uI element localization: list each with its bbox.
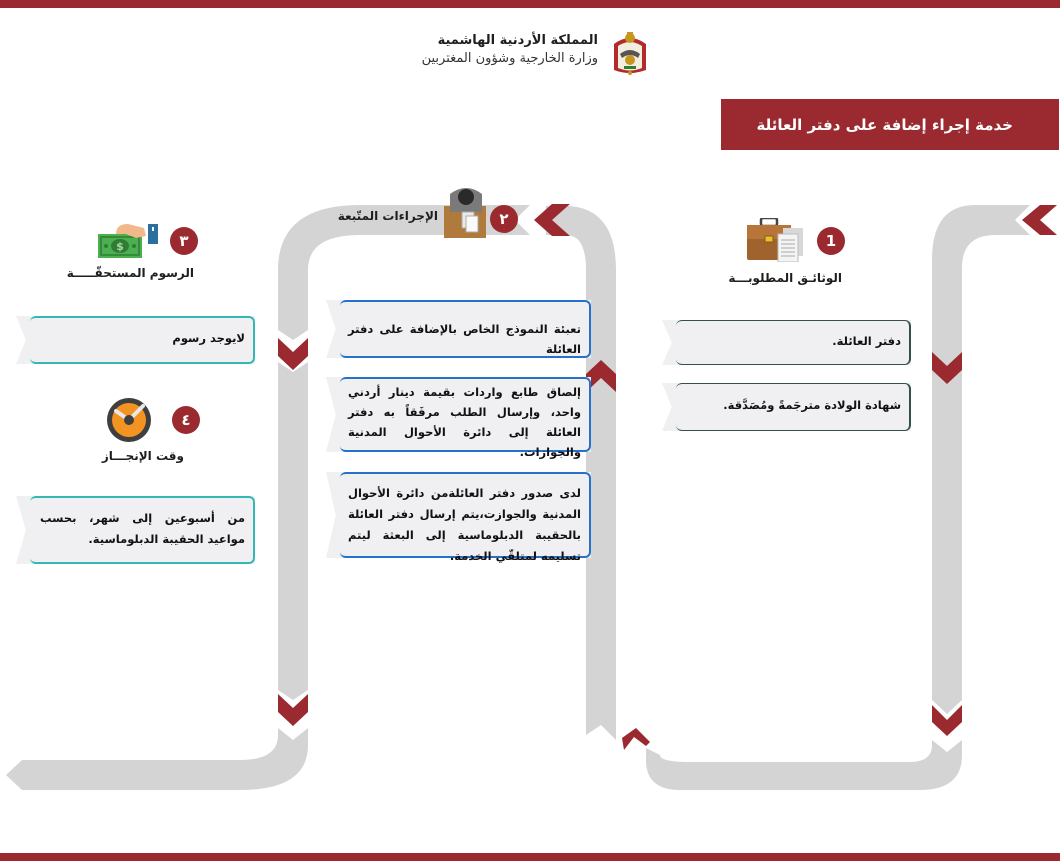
procedure-step-card bbox=[340, 377, 591, 459]
section-title-procedures: الإجراءات المتّبعة bbox=[337, 209, 438, 223]
step-badge-3: ٣ bbox=[170, 227, 198, 255]
person-at-desk-icon bbox=[444, 186, 488, 238]
path-segment-bottom-left bbox=[6, 728, 308, 790]
document-item-text: دفتر العائلة. bbox=[832, 334, 901, 348]
path-segment-bottom-right bbox=[646, 740, 962, 790]
chevron-left-icon bbox=[1022, 205, 1057, 235]
completion-time-text: من أسبوعين إلى شهر، بحسب مواعيد الحقيبة الدبلوماسية. bbox=[40, 511, 245, 546]
path-segment-left-middle bbox=[278, 362, 308, 700]
briefcase-documents-icon bbox=[747, 218, 805, 262]
step-badge-2: ٢ bbox=[490, 205, 518, 233]
document-item-card bbox=[676, 383, 911, 431]
section-title-completion-time: وقت الإنجـــاز bbox=[101, 449, 184, 463]
clock-icon bbox=[106, 397, 152, 443]
procedure-step-card bbox=[340, 472, 591, 563]
section-title-documents: الوثائـق المطلوبـــة bbox=[728, 271, 842, 285]
step-badge-4: ٤ bbox=[172, 406, 200, 434]
procedure-step-card bbox=[340, 300, 591, 358]
section-title-fees: الرسوم المستحقّـــــة bbox=[66, 266, 194, 280]
procedure-step-text: تعبئة النموذج الخاص بالإضافة على دفتر العائلة bbox=[348, 322, 581, 356]
procedure-step-text: إلصاق طابع واردات بقيمة دينار أردني واحد، وإرسال الطلب مرفَقاً به دفتر العائلة إلى دائرة الأحوال المدنية والجوازات. bbox=[348, 385, 581, 459]
page-title: خدمة إجراء إضافة على دفتر العائلة bbox=[756, 115, 1013, 134]
procedure-step-text: لدى صدور دفتر العائلةمن دائرة الأحوال المدنية والجوازت،يتم إرسال دفتر العائلة بالحقيبة الدبلوماسية إلى البعثة ليتم تسليمه لمتلقّي الخدمة. bbox=[348, 486, 581, 563]
money-payment-icon bbox=[96, 222, 164, 260]
ministry-name: وزارة الخارجية وشؤون المغتربين bbox=[421, 51, 598, 66]
kingdom-name: المملكة الأردنية الهاشمية bbox=[437, 33, 598, 48]
document-item-card bbox=[676, 320, 911, 365]
completion-time-card bbox=[30, 496, 255, 564]
chevron-up-icon bbox=[622, 728, 650, 750]
document-item-text: شهادة الولادة مترجَمةً ومُصَدَّقة. bbox=[723, 398, 901, 412]
fee-item-card bbox=[30, 316, 255, 364]
svg-text:$: $ bbox=[116, 240, 124, 253]
fee-item-text: لايوجد رسوم bbox=[172, 331, 245, 345]
step-badge-1: 1 bbox=[817, 227, 845, 255]
